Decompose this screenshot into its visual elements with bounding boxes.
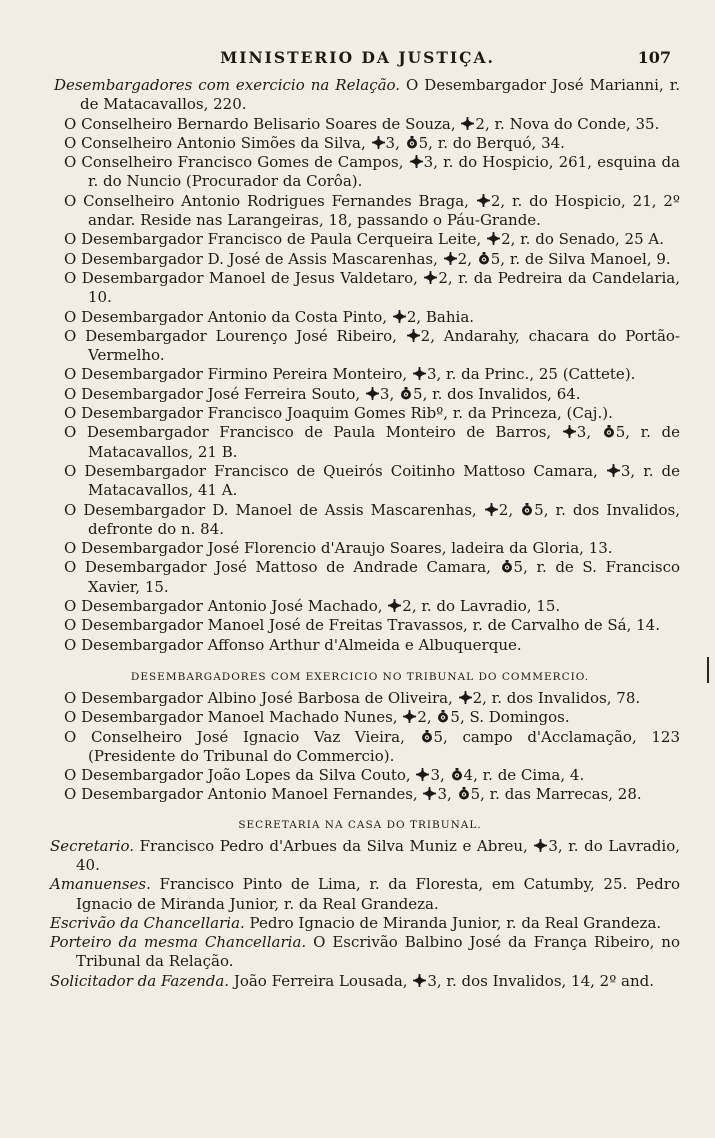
lead-text: O Desembargador José Marianni, r. de Matacavallos, 220. — [80, 76, 680, 114]
entry-address: , Bahia. — [416, 307, 475, 326]
entry-address: , r. dos Invalidos, 64. — [422, 384, 581, 403]
secretaria-entry — [40, 914, 680, 933]
cross-of-order-icon — [444, 252, 457, 265]
commercio-entry — [40, 689, 680, 708]
entry-address: , Andarahy, chacara do Portão-Vermelho. — [88, 326, 680, 365]
running-title: MINISTERIO DA JUSTIÇA. — [220, 48, 495, 67]
medal-grade: 4 — [463, 766, 474, 785]
cross-grade: 2 — [475, 114, 485, 133]
role-label: Solicitador da Fazenda. — [50, 971, 230, 990]
cross-of-order-icon — [487, 232, 500, 245]
commercio-heading: DESEMBARGADORES COM EXERCICIO NO TRIBUNAL DO COMMERCIO. — [130, 670, 590, 683]
medal-grade: 5 — [450, 708, 460, 727]
rose-medal-icon — [501, 560, 513, 573]
relacao-entry: O Desembargador D. Manoel de Assis Mascarenhas, 2, 5, r. dos Invalidos, defronte do n. 84. — [64, 500, 680, 538]
cross-grade: 2 — [472, 688, 483, 707]
entry-text: O Desembargador D. José de Assis Mascarenhas, — [64, 249, 443, 268]
entry-text: O Desembargador Albino José Barbosa de Oliveira, — [64, 688, 458, 707]
entry-address: , r. dos Invalidos, 78. — [482, 688, 641, 707]
cross-of-order-icon — [413, 974, 426, 987]
relacao-entry — [40, 365, 680, 384]
relacao-entry — [40, 462, 680, 501]
entry-address: , r. do Berquó, 34. — [428, 133, 565, 152]
cross-grade: 3 — [620, 461, 631, 480]
cross-of-order-icon — [388, 599, 401, 612]
relacao-entry: O Desembargador Francisco de Paula Monteiro de Barros, 3, 5, r. de Matacavallos, 21 B. — [64, 423, 680, 461]
secretaria-entry — [40, 972, 680, 991]
cross-of-order-icon — [413, 367, 426, 380]
relacao-list — [40, 115, 680, 655]
cross-grade: 2 — [501, 230, 511, 249]
rose-medal-icon — [406, 136, 418, 149]
commercio-entry — [40, 728, 680, 767]
relacao-entry — [40, 153, 680, 192]
cross-of-order-icon — [416, 768, 429, 781]
cross-of-order-icon — [477, 194, 490, 207]
secretaria-entry — [40, 933, 680, 972]
cross-of-order-icon — [407, 329, 420, 342]
relacao-entry: O Desembargador José Ferreira Souto, 3, 5, r. dos Invalidos, 64. — [64, 384, 581, 403]
rose-medal-icon — [603, 425, 615, 438]
entry-address: , r. de S. Francisco Xavier, 15. — [88, 558, 680, 596]
role-label: Escrivão da Chancellaria. — [50, 913, 245, 932]
medal-grade: 5 — [413, 384, 423, 403]
commercio-entry: O Desembargador Manoel Machado Nunes, 2, 5, S. Domingos. — [64, 708, 570, 727]
cross-grade: 2 — [417, 708, 427, 727]
cross-grade: 2 — [490, 191, 501, 210]
entry-text: O Desembargador José Florencio d'Araujo Soares, ladeira da Gloria, 13. — [64, 539, 613, 558]
cross-grade: 3 — [423, 153, 434, 172]
cross-of-order-icon — [372, 136, 385, 149]
relacao-entry — [40, 597, 680, 616]
cross-of-order-icon — [563, 425, 576, 438]
entry-address: , r. do Hospicio, 21, 2º andar. Reside nas Larangeiras, 18, passando o Páu-Grande. — [88, 191, 680, 230]
entry-address: , r. dos Invalidos, 14, 2º and. — [436, 971, 655, 990]
entry-address: , r. das Marrecas, 28. — [480, 785, 642, 804]
cross-grade: 2 — [438, 268, 448, 287]
rose-medal-icon — [478, 252, 490, 265]
cross-of-order-icon — [366, 387, 379, 400]
commercio-entry: O Desembargador Antonio Manoel Fernandes, 3, 5, r. das Marrecas, 28. — [64, 785, 642, 804]
cross-grade: 3 — [427, 971, 437, 990]
entry-address: , r. do Lavradio, 15. — [411, 597, 561, 616]
secretaria-entry — [40, 837, 680, 876]
relacao-entry — [40, 327, 680, 366]
entry-text: O Desembargador José Ferreira Souto, — [64, 384, 365, 403]
role-label: Secretario. — [50, 836, 135, 855]
entry-text: O Desembargador Firmino Pereira Monteiro, — [64, 365, 412, 384]
entry-text: Pedro Ignacio de Miranda Junior, r. da Real Grandeza. — [244, 913, 662, 932]
entry-text: O Desembargador Francisco de Paula Cerqueira Leite, — [64, 230, 487, 249]
cross-of-order-icon — [461, 117, 474, 130]
entry-text: O Desembargador Francisco de Paula Monteiro de Barros, — [64, 423, 562, 442]
role-label: Porteiro da mesma Chancellaria. — [50, 933, 307, 952]
relacao-entry — [40, 404, 680, 423]
rose-medal-icon — [458, 787, 470, 800]
relacao-entry — [40, 636, 680, 655]
cross-of-order-icon — [424, 271, 437, 284]
relacao-entry — [40, 115, 680, 134]
entry-text: Francisco Pedro d'Arbues da Silva Muniz e Abreu, — [134, 836, 534, 855]
entry-address: , r. da Princ., 25 (Cattete). — [436, 365, 636, 384]
entry-address: , r. do Lavradio, 40. — [76, 836, 681, 874]
medal-grade: 5 — [490, 249, 501, 268]
entry-text: O Desembargador Affonso Arthur d'Almeida e Albuquerque. — [64, 635, 522, 654]
entry-address: , r. de Matacavallos, 21 B. — [88, 423, 680, 461]
page-number: 107 — [637, 48, 671, 67]
relacao-entry — [40, 558, 680, 597]
entry-address: , r. dos Invalidos, defronte do n. 84. — [88, 500, 680, 538]
medal-grade: 5 — [470, 785, 481, 804]
secretaria-list — [40, 837, 680, 991]
entry-text: O Desembargador Antonio da Costa Pinto, — [64, 307, 392, 326]
entry-text: O Conselheiro Francisco Gomes de Campos, — [64, 153, 409, 172]
commercio-list — [40, 689, 680, 805]
relacao-entry — [40, 230, 680, 249]
entry-text: O Desembargador D. Manoel de Assis Mascarenhas, — [64, 500, 484, 519]
cross-of-order-icon — [393, 310, 406, 323]
relacao-entry — [40, 192, 680, 231]
rose-medal-icon — [400, 387, 412, 400]
cross-grade: 2 — [420, 326, 431, 345]
relacao-entry: O Conselheiro Antonio Simões da Silva, 3, 5, r. do Berquó, 34. — [64, 133, 565, 152]
cross-grade: 2 — [402, 597, 412, 616]
page-body — [40, 76, 680, 991]
cross-grade: 2 — [457, 249, 468, 268]
relacao-entry — [40, 269, 680, 308]
rose-medal-icon — [521, 503, 533, 516]
medal-grade: 5 — [433, 727, 444, 746]
entry-text: O Desembargador João Lopes da Silva Couto, — [64, 766, 416, 785]
relacao-entry — [40, 616, 680, 635]
cross-grade: 2 — [498, 500, 509, 519]
entry-text: O Desembargador Antonio Manoel Fernandes, — [64, 785, 423, 804]
medal-grade: 5 — [418, 133, 429, 152]
cross-grade: 3 — [576, 423, 587, 442]
medal-grade: 5 — [513, 558, 524, 577]
secretaria-heading: SECRETARIA NA CASA DO TRIBUNAL. — [238, 818, 482, 831]
cross-grade: 3 — [379, 384, 390, 403]
entry-address: , r. de Cima, 4. — [473, 766, 585, 785]
entry-text: O Conselheiro Antonio Simões da Silva, — [64, 133, 371, 152]
relacao-lead-entry — [40, 76, 680, 115]
entry-address: , r. da Pedreira da Candelaria, 10. — [88, 268, 680, 307]
entry-address: , r. Nova do Conde, 35. — [484, 114, 660, 133]
entry-text: O Desembargador Antonio José Machado, — [64, 597, 388, 616]
cross-of-order-icon — [403, 710, 416, 723]
cross-of-order-icon — [423, 787, 436, 800]
entry-text: O Desembargador Manoel de Jesus Valdetaro, — [64, 268, 424, 287]
entry-text: O Desembargador Manoel Machado Nunes, — [64, 708, 403, 727]
rose-medal-icon — [437, 710, 449, 723]
cross-of-order-icon — [485, 503, 498, 516]
entry-text: O Conselheiro José Ignacio Vaz Vieira, — [64, 727, 420, 746]
page-header — [0, 48, 715, 74]
entry-text: O Desembargador José Mattoso de Andrade Camara, — [64, 558, 500, 577]
entry-address: , r. do Senado, 25 A. — [510, 230, 665, 249]
cross-of-order-icon — [534, 839, 547, 852]
cross-grade: 3 — [430, 766, 440, 785]
role-label: Amanuenses. — [50, 875, 151, 894]
entry-address: , campo d'Acclamação, 123 (Presidente do Tribunal do Commercio). — [88, 727, 681, 765]
entry-text: O Escrivão Balbino José da França Ribeiro, no Tribunal da Relação. — [76, 933, 680, 971]
rose-medal-icon — [421, 730, 433, 743]
entry-text: O Desembargador Francisco de Queirós Coitinho Mattoso Camara, — [64, 461, 606, 480]
cross-of-order-icon — [607, 464, 620, 477]
entry-text: O Desembargador Lourenço José Ribeiro, — [64, 326, 406, 345]
cross-of-order-icon — [410, 155, 423, 168]
rose-medal-icon — [451, 768, 463, 781]
entry-text: O Conselheiro Antonio Rodrigues Fernandes Braga, — [64, 191, 476, 210]
secretaria-entry — [40, 875, 680, 914]
entry-text: O Desembargador Manoel José de Freitas Travassos, r. de Carvalho de Sá, 14. — [64, 616, 660, 635]
entry-address: , r. de Silva Manoel, 9. — [500, 249, 671, 268]
margin-mark — [707, 657, 709, 683]
entry-text: Francisco Pinto de Lima, r. da Floresta, em Catumby, 25. Pedro Ignacio de Miranda Junior, r. da Real Grandeza. — [76, 875, 680, 913]
cross-of-order-icon — [459, 691, 472, 704]
cross-grade: 3 — [385, 133, 396, 152]
cross-grade: 3 — [437, 785, 448, 804]
entry-text: João Ferreira Lousada, — [229, 971, 413, 990]
medal-grade: 5 — [615, 423, 626, 442]
entry-address: , r. de Matacavallos, 41 A. — [88, 461, 680, 500]
entry-address: , S. Domingos. — [459, 708, 570, 727]
cross-grade: 3 — [426, 365, 437, 384]
commercio-entry: O Desembargador João Lopes da Silva Couto, 3, 4, r. de Cima, 4. — [64, 766, 585, 785]
entry-text: O Desembargador Francisco Joaquim Gomes Ribº, r. da Princeza, (Caj.). — [64, 404, 613, 423]
section-role-label: Desembargadores com exercicio na Relação. — [54, 76, 401, 94]
medal-grade: 5 — [534, 500, 544, 519]
cross-grade: 3 — [548, 836, 558, 855]
relacao-entry — [40, 539, 680, 558]
cross-grade: 2 — [406, 307, 417, 326]
relacao-entry — [40, 308, 680, 327]
relacao-entry: O Desembargador D. José de Assis Mascarenhas, 2, 5, r. de Silva Manoel, 9. — [64, 249, 671, 268]
entry-text: O Conselheiro Bernardo Belisario Soares de Souza, — [64, 114, 461, 133]
entry-address: , r. do Hospicio, 261, esquina da r. do Nuncio (Procurador da Corôa). — [88, 153, 681, 191]
